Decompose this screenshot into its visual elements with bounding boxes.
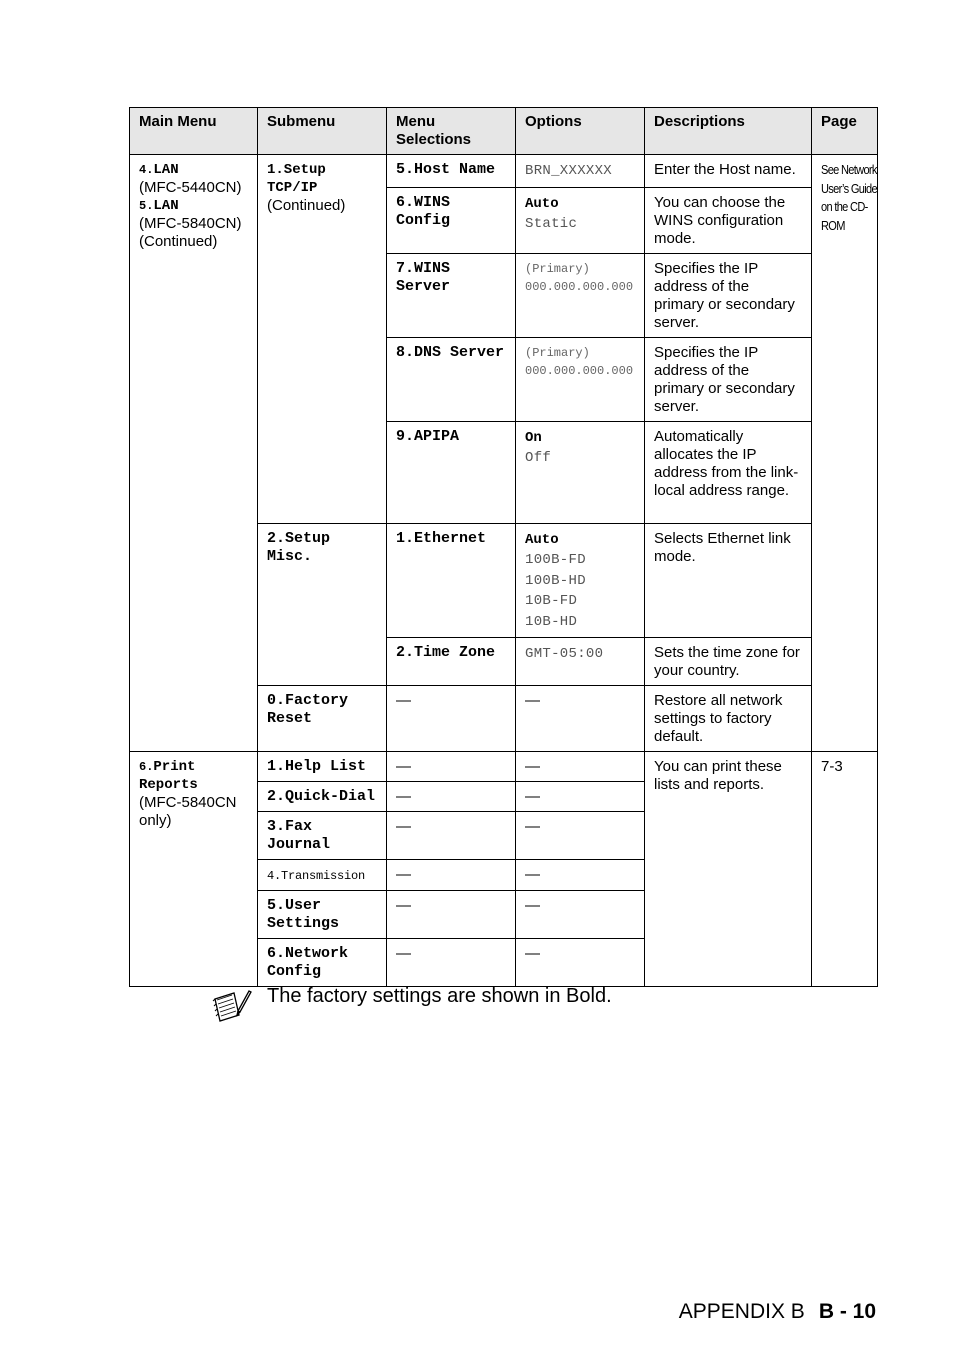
options-help-list: — xyxy=(516,752,645,782)
footer-section: APPENDIX B xyxy=(678,1300,805,1323)
selection-dns-server: 8.DNS Server xyxy=(387,337,516,421)
desc-time-zone: Sets the time zone for your country. xyxy=(645,638,812,686)
selection-time-zone: 2.Time Zone xyxy=(387,638,516,686)
options-dns-server: (Primary) 000.000.000.000 xyxy=(516,337,645,421)
options-time-zone: GMT-05:00 xyxy=(516,638,645,686)
selection-user-settings: — xyxy=(387,891,516,939)
note-pad-icon xyxy=(212,987,252,1023)
selection-wins-config: 6.WINS Config xyxy=(387,187,516,253)
table-row xyxy=(130,155,878,188)
submenu-transmission: 4.Transmission xyxy=(258,860,387,891)
page-ref-lan: See Network User’s Guide on the CD-ROM xyxy=(812,155,878,752)
main-menu-lan-cell: 4.LAN (MFC-5440CN) 5.LAN (MFC-5840CN) (Continued) xyxy=(130,155,258,752)
desc-host-name: Enter the Host name. xyxy=(645,155,812,188)
header-menu-selections: Menu Selections xyxy=(387,108,516,155)
menu-table xyxy=(129,107,878,987)
selection-wins-server: 7.WINS Server xyxy=(387,253,516,337)
footer-page-number: B - 10 xyxy=(818,1300,876,1323)
page-footer xyxy=(679,1299,876,1325)
selection-help-list: — xyxy=(387,752,516,782)
header-descriptions: Descriptions xyxy=(645,108,812,155)
submenu-setup-misc: 2.Setup Misc. xyxy=(258,523,387,686)
options-transmission: — xyxy=(516,860,645,891)
options-wins-server: (Primary) 000.000.000.000 xyxy=(516,253,645,337)
options-user-settings: — xyxy=(516,891,645,939)
submenu-help-list: 1.Help List xyxy=(258,752,387,782)
options-ethernet: Auto 100B-FD 100B-HD 10B-FD 10B-HD xyxy=(516,523,645,638)
submenu-quick-dial: 2.Quick-Dial xyxy=(258,782,387,812)
desc-dns-server: Specifies the IP address of the primary or secondary server. xyxy=(645,337,812,421)
submenu-network-config: 6.Network Config xyxy=(258,939,387,987)
submenu-fax-journal: 3.Fax Journal xyxy=(258,812,387,860)
note xyxy=(212,984,712,1024)
selection-ethernet: 1.Ethernet xyxy=(387,523,516,638)
options-network-config: — xyxy=(516,939,645,987)
selection-transmission: — xyxy=(387,860,516,891)
header-page: Page xyxy=(812,108,878,155)
header-options: Options xyxy=(516,108,645,155)
desc-wins-config: You can choose the WINS configuration mode. xyxy=(645,187,812,253)
desc-factory-reset: Restore all network settings to factory default. xyxy=(645,686,812,752)
header-main-menu: Main Menu xyxy=(130,108,258,155)
desc-wins-server: Specifies the IP address of the primary or secondary server. xyxy=(645,253,812,337)
page-ref-print: 7-3 xyxy=(812,752,878,987)
selection-host-name: 5.Host Name xyxy=(387,155,516,188)
header-submenu: Submenu xyxy=(258,108,387,155)
options-fax-journal: — xyxy=(516,812,645,860)
desc-print-reports: You can print these lists and reports. xyxy=(645,752,812,987)
selection-apipa: 9.APIPA xyxy=(387,421,516,523)
table-row xyxy=(130,752,878,782)
selection-quick-dial: — xyxy=(387,782,516,812)
options-wins-config: Auto Static xyxy=(516,187,645,253)
selection-factory-reset: — xyxy=(387,686,516,752)
desc-apipa: Automatically allocates the IP address from the link-local address range. xyxy=(645,421,812,523)
desc-ethernet: Selects Ethernet link mode. xyxy=(645,523,812,638)
options-apipa: On Off xyxy=(516,421,645,523)
submenu-setup-tcpip: 1.Setup TCP/IP (Continued) xyxy=(258,155,387,524)
selection-network-config: — xyxy=(387,939,516,987)
main-menu-print-reports: 6.Print Reports (MFC-5840CN only) xyxy=(130,752,258,987)
options-host-name: BRN_XXXXXX xyxy=(516,155,645,188)
header-row xyxy=(130,108,878,155)
options-factory-reset: — xyxy=(516,686,645,752)
submenu-factory-reset: 0.Factory Reset xyxy=(258,686,387,752)
options-quick-dial: — xyxy=(516,782,645,812)
submenu-user-settings: 5.User Settings xyxy=(258,891,387,939)
selection-fax-journal: — xyxy=(387,812,516,860)
note-text: The factory settings are shown in Bold. xyxy=(267,985,612,1007)
